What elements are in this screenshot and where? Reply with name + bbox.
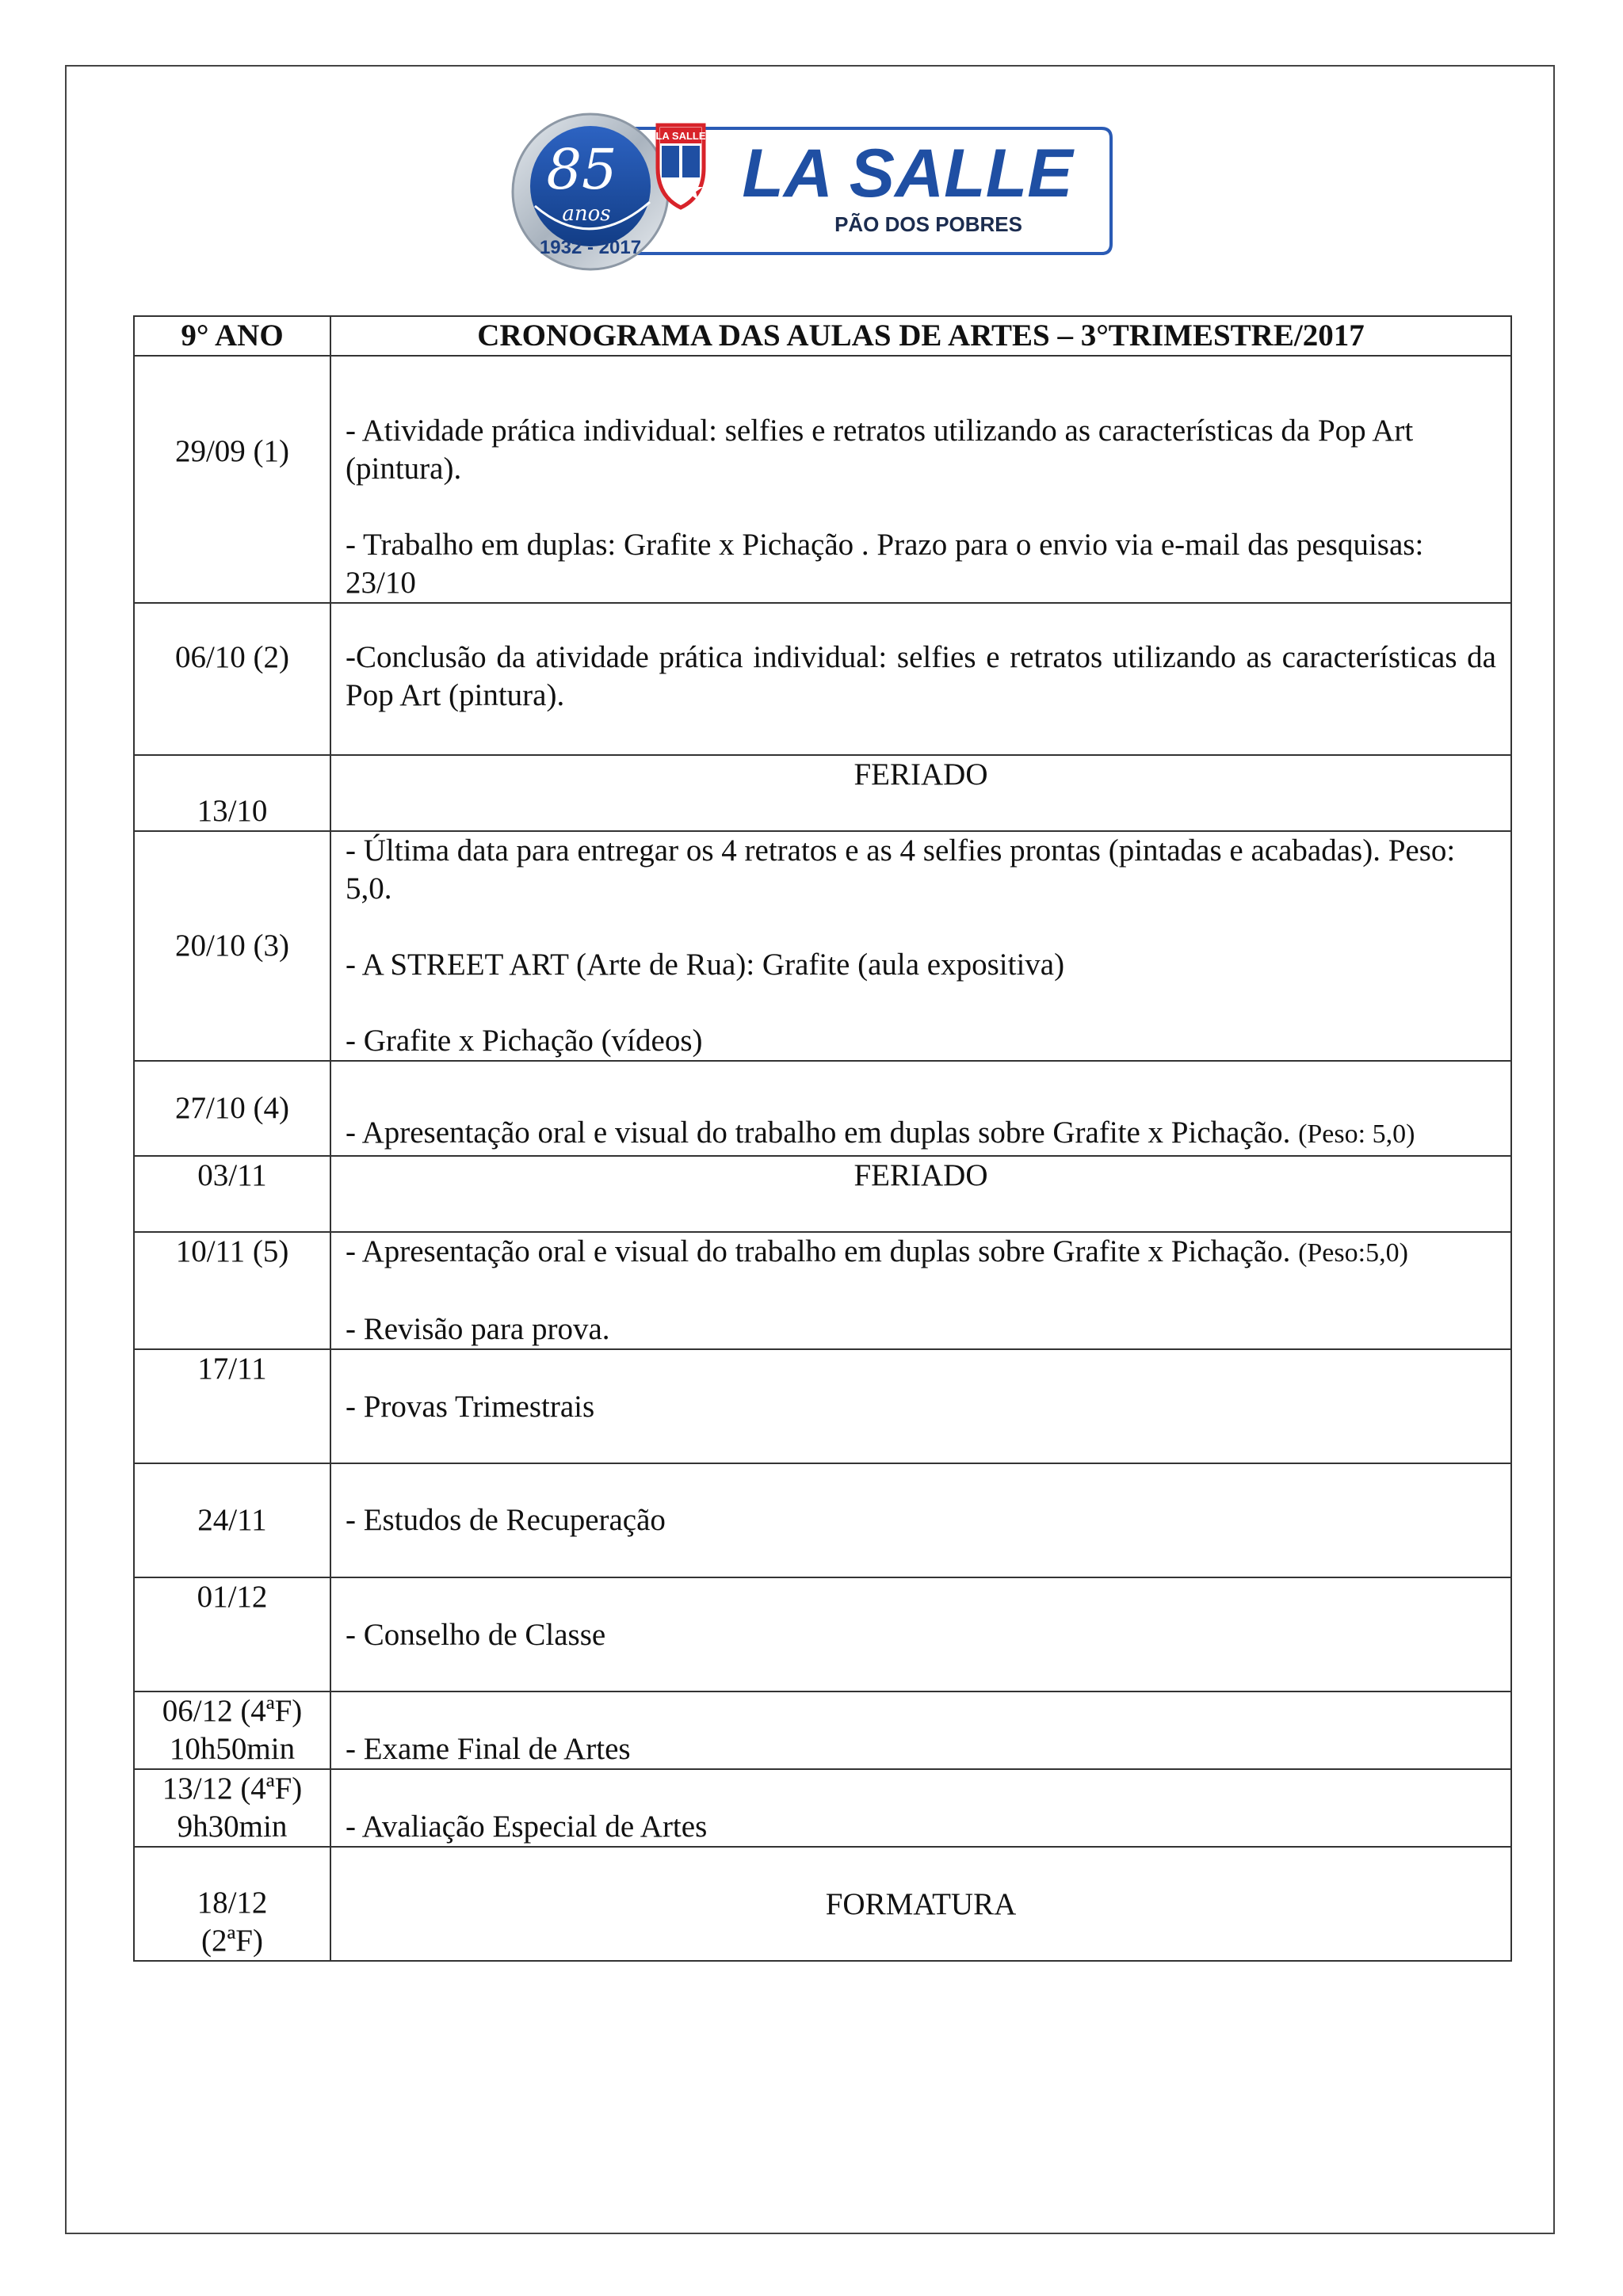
table-row xyxy=(134,755,1511,831)
row-item: - Trabalho em duplas: Grafite x Pichação . Prazo para o envio via e-mail das pesquisas: 23/10 xyxy=(346,528,1424,600)
anniversary-word: anos xyxy=(562,202,611,226)
row-item: - Revisão para prova. xyxy=(346,1312,610,1346)
table-row xyxy=(134,603,1511,755)
row-content xyxy=(330,1349,1511,1463)
row-item: - Exame Final de Artes xyxy=(346,1732,631,1766)
row-item: -Conclusão da atividade prática individual: selfies e retratos utilizando as características da Pop Art (pintura). xyxy=(346,640,1496,712)
row-date: 20/10 (3) xyxy=(134,831,330,1061)
table-row xyxy=(134,1349,1511,1463)
row-content xyxy=(330,1061,1511,1156)
table-row xyxy=(134,1769,1511,1847)
table-row xyxy=(134,1061,1511,1156)
row-date: 06/10 (2) xyxy=(134,603,330,755)
row-date: 24/11 xyxy=(134,1463,330,1577)
table-row xyxy=(134,1156,1511,1232)
row-item: - A STREET ART (Arte de Rua): Grafite (aula expositiva) xyxy=(346,948,1065,982)
row-date: 01/12 xyxy=(134,1577,330,1691)
row-time: (2ªF) xyxy=(201,1924,263,1958)
table-row xyxy=(134,1577,1511,1691)
row-item: - Provas Trimestrais xyxy=(346,1390,595,1424)
row-content xyxy=(330,755,1511,831)
row-date: 10/11 (5) xyxy=(134,1232,330,1349)
row-date: 03/11 xyxy=(134,1156,330,1232)
row-item: - Grafite x Pichação (vídeos) xyxy=(346,1024,703,1058)
row-note: (Peso:5,0) xyxy=(1298,1238,1408,1268)
row-date xyxy=(134,1769,330,1847)
row-date: 13/10 xyxy=(134,755,330,831)
row-content xyxy=(330,1156,1511,1232)
table-row xyxy=(134,1847,1511,1961)
brand-subtitle: PÃO DOS POBRES xyxy=(834,212,1022,236)
la-salle-logo xyxy=(499,103,1117,273)
row-item: - Estudos de Recuperação xyxy=(346,1503,666,1537)
table-row xyxy=(134,356,1511,603)
row-time: 10h50min xyxy=(169,1732,296,1766)
table-row xyxy=(134,831,1511,1061)
row-date-day: 18/12 xyxy=(197,1886,268,1920)
row-item: - Apresentação oral e visual do trabalho em duplas sobre Grafite x Pichação. xyxy=(346,1116,1291,1150)
table-row xyxy=(134,1463,1511,1577)
anniversary-years: 1932 - 2017 xyxy=(539,237,642,258)
row-date xyxy=(134,1691,330,1769)
row-date xyxy=(134,1847,330,1961)
row-date: 17/11 xyxy=(134,1349,330,1463)
row-date: 27/10 (4) xyxy=(134,1061,330,1156)
row-content xyxy=(330,1577,1511,1691)
row-date: 29/09 (1) xyxy=(134,356,330,603)
row-note: (Peso: 5,0) xyxy=(1298,1119,1415,1149)
row-content xyxy=(330,1463,1511,1577)
grade-header: 9° ANO xyxy=(134,316,330,356)
shield-text: LA SALLE xyxy=(655,130,706,142)
row-date-day: 06/12 (4ªF) xyxy=(162,1694,303,1728)
holiday-label: FERIADO xyxy=(854,757,988,791)
row-item: - Apresentação oral e visual do trabalho em duplas sobre Grafite x Pichação. xyxy=(346,1234,1291,1268)
row-content xyxy=(330,1232,1511,1349)
graduation-label: FORMATURA xyxy=(825,1887,1017,1921)
row-time: 9h30min xyxy=(177,1810,288,1844)
holiday-label: FERIADO xyxy=(854,1158,988,1192)
row-item: - Avaliação Especial de Artes xyxy=(346,1810,708,1844)
row-content xyxy=(330,603,1511,755)
table-header-row xyxy=(134,316,1511,356)
table-row xyxy=(134,1691,1511,1769)
anniversary-number: 85 xyxy=(546,137,617,202)
row-content xyxy=(330,1847,1511,1961)
row-content xyxy=(330,356,1511,603)
row-item: - Última data para entregar os 4 retratos e as 4 selfies prontas (pintadas e acabadas). Peso: 5,0. xyxy=(346,833,1456,906)
row-content xyxy=(330,831,1511,1061)
row-date-day: 13/12 (4ªF) xyxy=(162,1772,303,1806)
schedule-table xyxy=(133,315,1512,1962)
row-content xyxy=(330,1769,1511,1847)
row-item: - Atividade prática individual: selfies e retratos utilizando as características da Pop Art (pintura). xyxy=(346,414,1414,486)
row-content xyxy=(330,1691,1511,1769)
schedule-title: CRONOGRAMA DAS AULAS DE ARTES – 3°TRIMESTRE/2017 xyxy=(330,316,1511,356)
table-row xyxy=(134,1232,1511,1349)
row-item: - Conselho de Classe xyxy=(346,1618,606,1652)
brand-name: LA SALLE xyxy=(742,135,1073,212)
